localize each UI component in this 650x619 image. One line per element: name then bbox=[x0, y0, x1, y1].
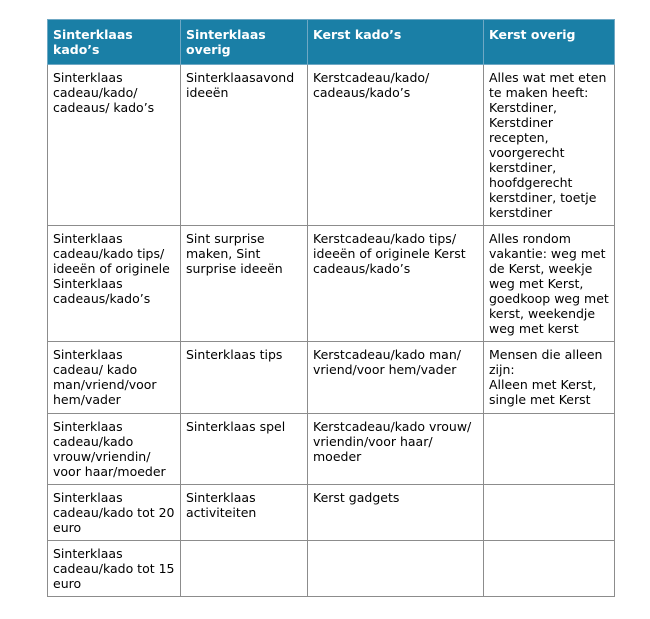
table-cell bbox=[181, 541, 308, 597]
table-cell: Alles rondom vakantie: weg met de Kerst, weekje weg met Kerst, goedkoop weg met kerst, weekendje weg met kerst bbox=[484, 226, 615, 342]
table-cell: Sinterklaas cadeau/ kado man/vriend/voor hem/vader bbox=[48, 342, 181, 414]
table-row bbox=[48, 342, 615, 414]
table-row bbox=[48, 541, 615, 597]
header-row bbox=[48, 20, 615, 65]
table-cell: Sint surprise maken, Sint surprise ideeën bbox=[181, 226, 308, 342]
table-row bbox=[48, 226, 615, 342]
table-cell bbox=[484, 485, 615, 541]
table-cell bbox=[484, 541, 615, 597]
table-cell bbox=[308, 541, 484, 597]
table-cell: Sinterklaas spel bbox=[181, 414, 308, 485]
header-kerst-kados: Kerst kado’s bbox=[308, 20, 484, 65]
table-cell: Sinterklaas cadeau/kado/ cadeaus/ kado’s bbox=[48, 65, 181, 226]
header-sinterklaas-overig: Sinterklaas overig bbox=[181, 20, 308, 65]
table-cell: Sinterklaas activiteiten bbox=[181, 485, 308, 541]
table-cell: Sinterklaas tips bbox=[181, 342, 308, 414]
table-row bbox=[48, 65, 615, 226]
table-cell: Kerstcadeau/kado man/ vriend/voor hem/vader bbox=[308, 342, 484, 414]
header-kerst-overig: Kerst overig bbox=[484, 20, 615, 65]
header-sinterklaas-kados: Sinterklaas kado’s bbox=[48, 20, 181, 65]
table-cell: Kerstcadeau/kado tips/ ideeën of originele Kerst cadeaus/kado’s bbox=[308, 226, 484, 342]
table-cell: Sinterklaasavond ideeën bbox=[181, 65, 308, 226]
table-cell: Sinterklaas cadeau/kado tips/ ideeën of originele Sinterklaas cadeaus/kado’s bbox=[48, 226, 181, 342]
table-row bbox=[48, 485, 615, 541]
table-cell: Sinterklaas cadeau/kado tot 15 euro bbox=[48, 541, 181, 597]
table-cell: Kerst gadgets bbox=[308, 485, 484, 541]
category-table bbox=[47, 19, 615, 597]
table-cell: Sinterklaas cadeau/kado vrouw/vriendin/ voor haar/moeder bbox=[48, 414, 181, 485]
table-cell: Alles wat met eten te maken heeft: Kerstdiner, Kerstdiner recepten, voorgerecht kerstdiner, hoofdgerecht kerstdiner, toetje kerstdiner bbox=[484, 65, 615, 226]
table-cell: Kerstcadeau/kado vrouw/ vriendin/voor haar/ moeder bbox=[308, 414, 484, 485]
table-cell: Sinterklaas cadeau/kado tot 20 euro bbox=[48, 485, 181, 541]
table-cell: Kerstcadeau/kado/ cadeaus/kado’s bbox=[308, 65, 484, 226]
table-cell bbox=[484, 414, 615, 485]
table-row bbox=[48, 414, 615, 485]
table-cell: Mensen die alleen zijn: Alleen met Kerst, single met Kerst bbox=[484, 342, 615, 414]
